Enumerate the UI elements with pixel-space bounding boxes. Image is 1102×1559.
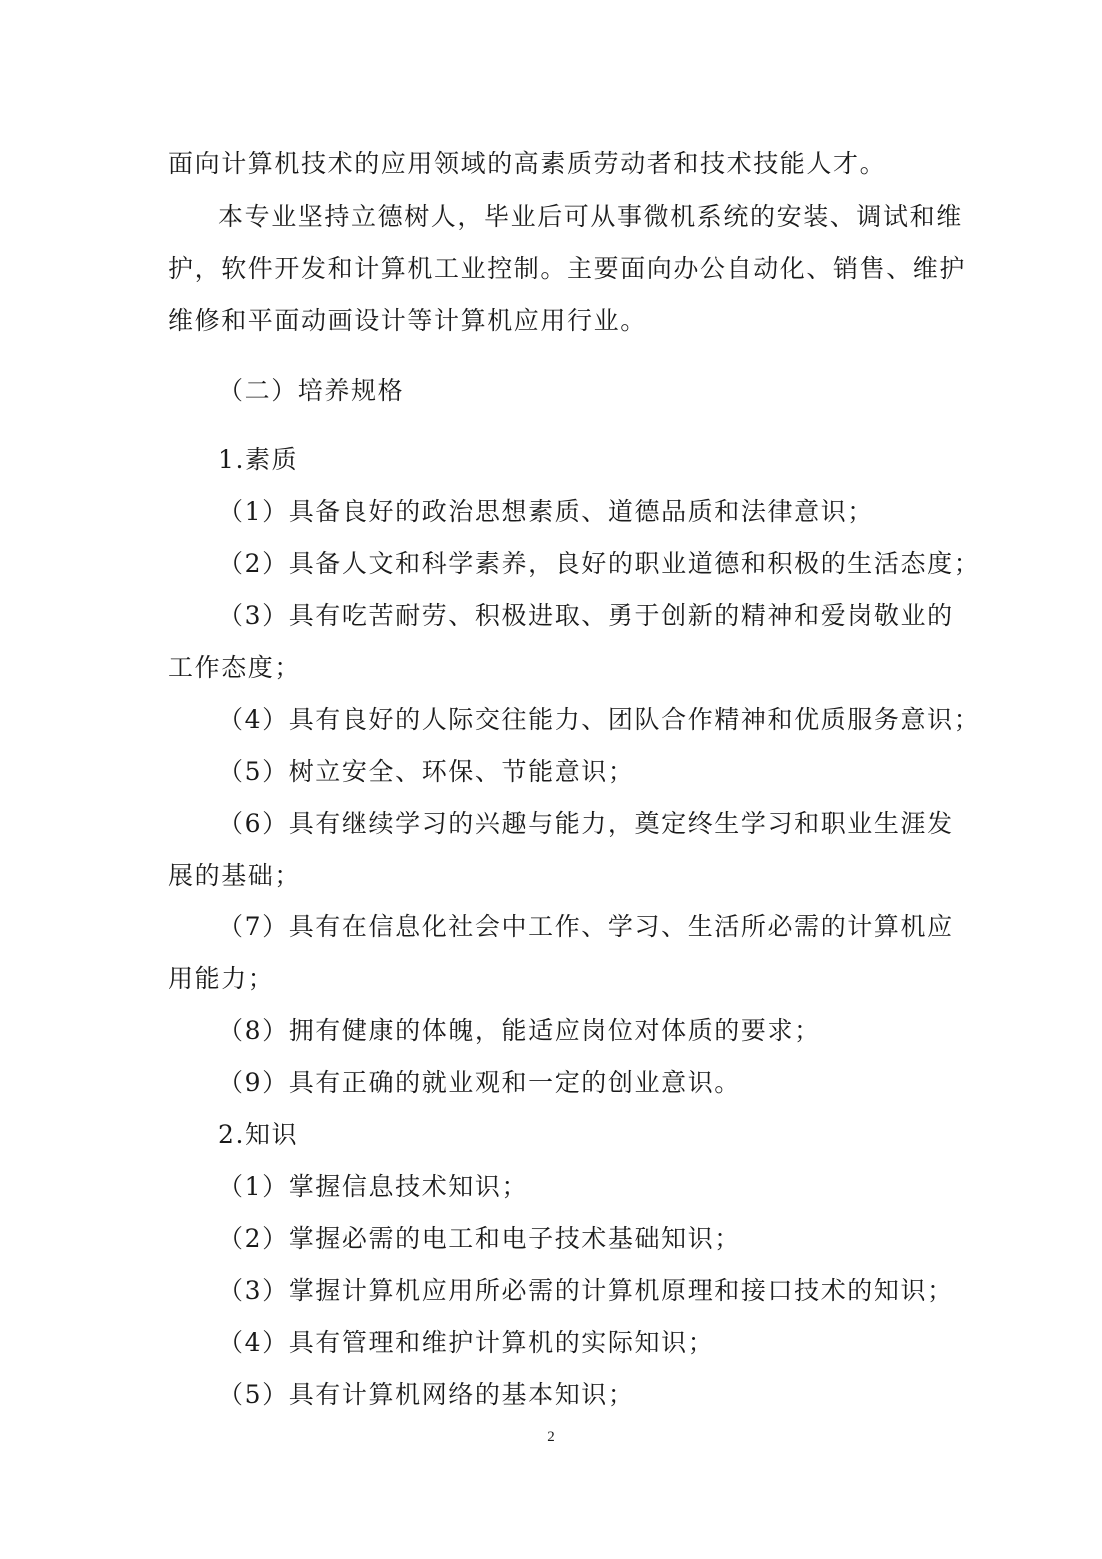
list-item: （5）具有计算机网络的基本知识； bbox=[218, 1380, 635, 1409]
list-item-continuation: 展的基础； bbox=[168, 861, 302, 890]
list-item: （2）掌握必需的电工和电子技术基础知识； bbox=[218, 1224, 741, 1253]
list-item: （5）树立安全、环保、节能意识； bbox=[218, 757, 635, 786]
list-item: （1）掌握信息技术知识； bbox=[218, 1172, 529, 1201]
list-item: （4）具有良好的人际交往能力、团队合作精神和优质服务意识； bbox=[218, 705, 981, 734]
list-item: （2）具备人文和科学素养，良好的职业道德和积极的生活态度； bbox=[218, 549, 981, 578]
list-item: （9）具有正确的就业观和一定的创业意识。 bbox=[218, 1068, 741, 1097]
text-line: 护，软件开发和计算机工业控制。主要面向办公自动化、销售、维护 bbox=[168, 254, 967, 283]
list-item: （6）具有继续学习的兴趣与能力，奠定终生学习和职业生涯发 bbox=[218, 809, 954, 838]
list-item-continuation: 工作态度； bbox=[168, 653, 302, 682]
text-line-continuation: 面向计算机技术的应用领域的高素质劳动者和技术技能人才。 bbox=[168, 149, 887, 178]
paragraph-major-direction: 本专业坚持立德树人，毕业后可从事微机系统的安装、调试和维 bbox=[218, 202, 963, 231]
page-number: 2 bbox=[547, 1429, 555, 1445]
list-item: （4）具有管理和维护计算机的实际知识； bbox=[218, 1328, 715, 1357]
list-item: （3）掌握计算机应用所必需的计算机原理和接口技术的知识； bbox=[218, 1276, 954, 1305]
list-item: （7）具有在信息化社会中工作、学习、生活所必需的计算机应 bbox=[218, 912, 954, 941]
subheading-knowledge: 2.知识 bbox=[218, 1120, 299, 1149]
subheading-quality: 1.素质 bbox=[218, 445, 299, 474]
list-item: （1）具备良好的政治思想素质、道德品质和法律意识； bbox=[218, 497, 874, 526]
list-item: （3）具有吃苦耐劳、积极进取、勇于创新的精神和爱岗敬业的 bbox=[218, 601, 954, 630]
list-item-continuation: 用能力； bbox=[168, 964, 275, 993]
section-heading-training-spec: （二）培养规格 bbox=[218, 376, 405, 405]
text-line: 维修和平面动画设计等计算机应用行业。 bbox=[168, 306, 647, 335]
list-item: （8）拥有健康的体魄，能适应岗位对体质的要求； bbox=[218, 1016, 821, 1045]
